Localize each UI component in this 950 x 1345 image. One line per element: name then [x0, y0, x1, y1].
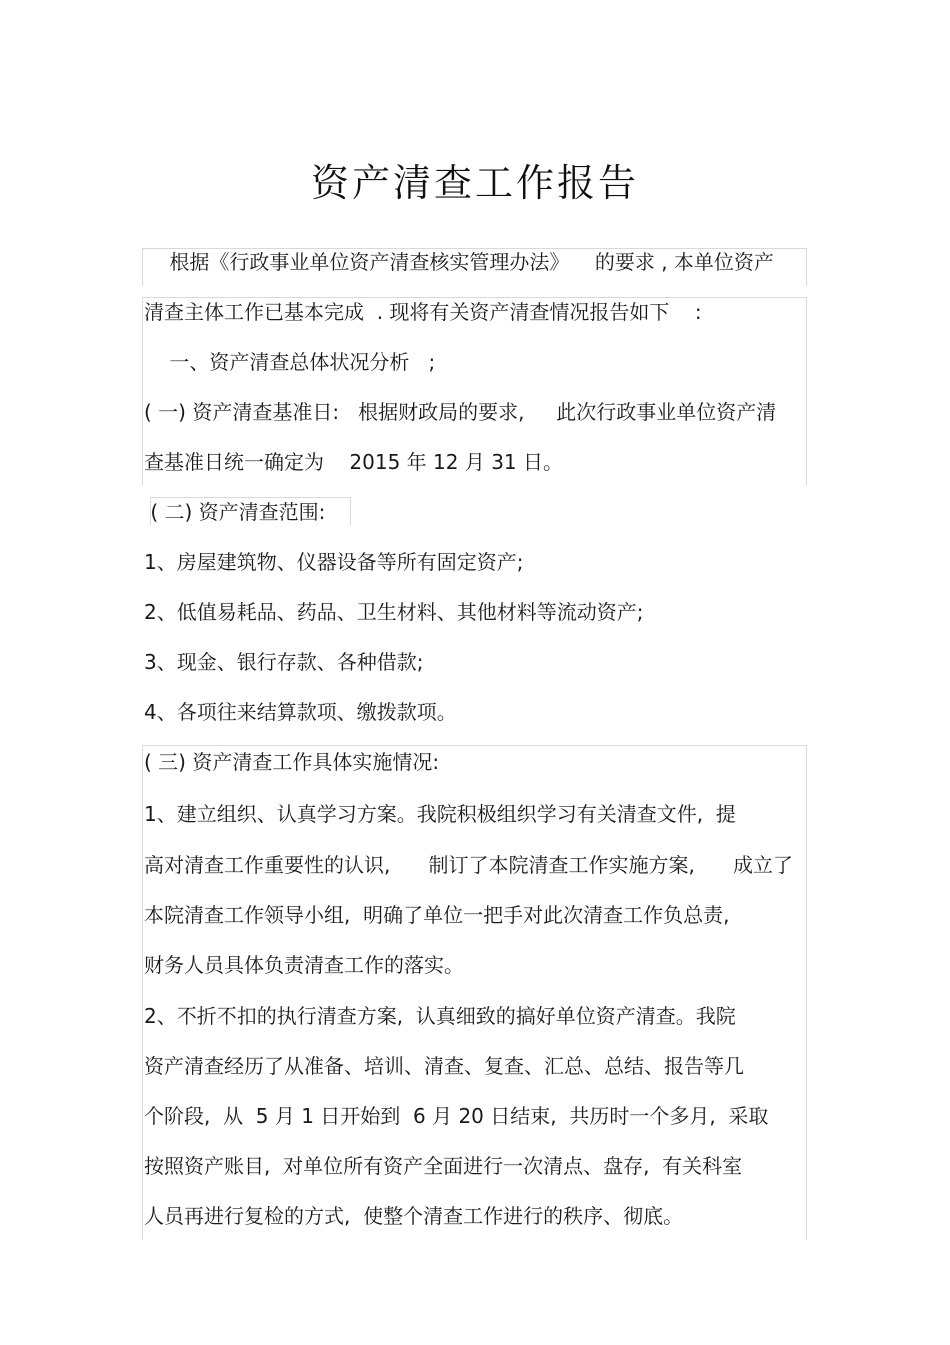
- paragraph-line: 根据《行政事业单位资产清查核实管理办法》 的要求 , 本单位资产: [144, 250, 774, 274]
- frame-right-2: [806, 297, 807, 485]
- list-item: 2、低值易耗品、药品、卫生材料、其他材料等流动资产;: [144, 600, 644, 624]
- subsection-heading: ( 三) 资产清查工作具体实施情况:: [144, 750, 440, 774]
- frame-left-2: [142, 297, 143, 485]
- frame-left-1: [142, 248, 143, 286]
- frame-right-4: [806, 745, 807, 1240]
- paragraph-line: ( 一) 资产清查基准日: 根据财政局的要求, 此次行政事业单位资产清: [144, 400, 777, 424]
- list-item: 3、现金、银行存款、各种借款;: [144, 650, 424, 674]
- paragraph-line: 资产清查经历了从准备、培训、清查、复查、汇总、总结、报告等几: [144, 1054, 744, 1078]
- frame-right-1: [806, 248, 807, 286]
- frame-right-3: [350, 497, 351, 525]
- paragraph-line: 按照资产账目, 对单位所有资产全面进行一次清点、盘存, 有关科室: [144, 1154, 743, 1178]
- paragraph-line: 查基准日统一确定为 2015 年 12 月 31 日。: [144, 450, 564, 474]
- paragraph-line: 清查主体工作已基本完成 . 现将有关资产清查情况报告如下 :: [144, 300, 702, 324]
- paragraph-line: 财务人员具体负责清查工作的落实。: [144, 953, 464, 977]
- list-item: 4、各项往来结算款项、缴拨款项。: [144, 700, 457, 724]
- subsection-heading: ( 二) 资产清查范围:: [144, 500, 326, 524]
- paragraph-line: 人员再进行复检的方式, 使整个清查工作进行的秩序、彻底。: [144, 1204, 684, 1228]
- frame-left-4: [142, 745, 143, 1240]
- paragraph-line: 1、建立组织、认真学习方案。我院积极组织学习有关清查文件, 提: [144, 802, 736, 826]
- paragraph-line: 个阶段, 从 5 月 1 日开始到 6 月 20 日结束, 共历时一个多月, 采取: [144, 1104, 769, 1128]
- document-title: 资产清查工作报告: [310, 161, 639, 205]
- frame-top-4: [142, 745, 807, 746]
- paragraph-line: 高对清查工作重要性的认识, 制订了本院清查工作实施方案, 成立了: [144, 853, 794, 877]
- paragraph-line: 2、不折不扣的执行清查方案, 认真细致的搞好单位资产清查。我院: [144, 1004, 736, 1028]
- paragraph-line: 本院清查工作领导小组, 明确了单位一把手对此次清查工作负总责,: [144, 903, 730, 927]
- frame-top-2: [142, 297, 807, 298]
- section-heading: 一、资产清查总体状况分析 ;: [144, 350, 436, 374]
- list-item: 1、房屋建筑物、仪器设备等所有固定资产;: [144, 550, 524, 574]
- frame-top-3: [150, 497, 350, 498]
